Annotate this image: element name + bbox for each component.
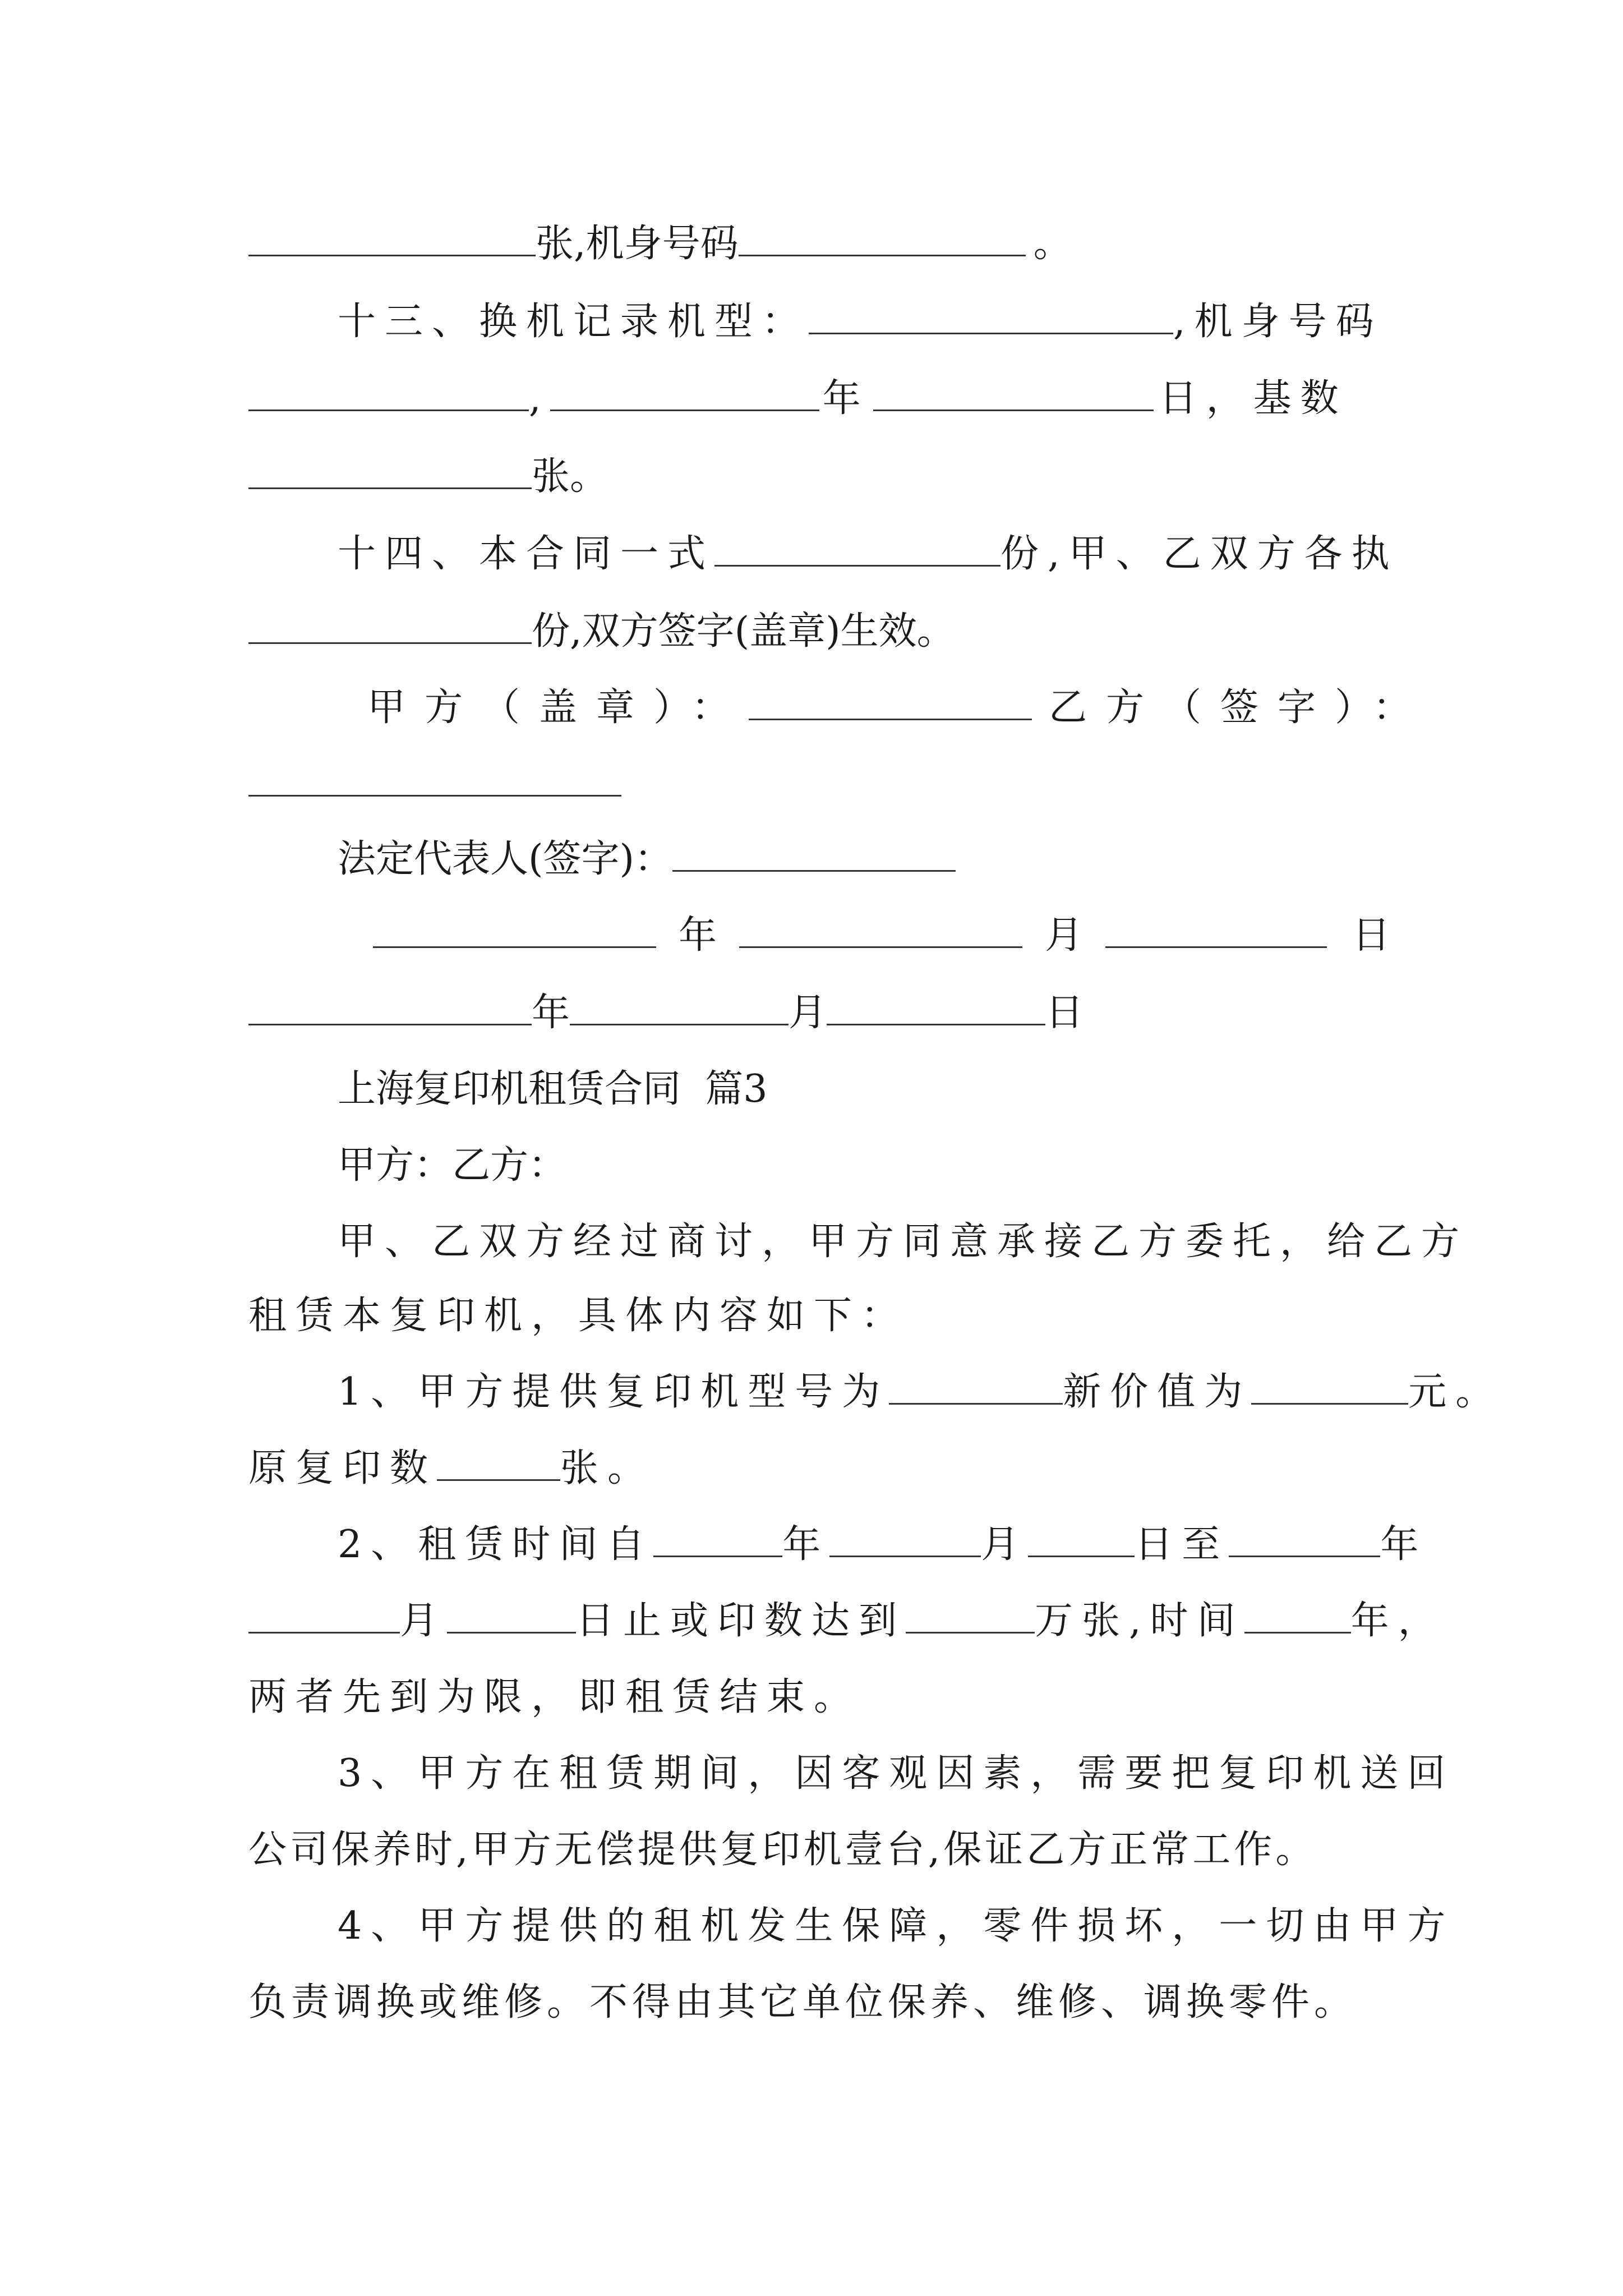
text: 万张,时间 [1035, 1599, 1244, 1643]
blank-field [570, 989, 789, 1025]
blank-field [906, 1597, 1035, 1634]
blank-field [739, 912, 1022, 948]
blank-field [1028, 1521, 1135, 1557]
date-line-b [248, 982, 1083, 1044]
text: 1、甲方提供复印机型号为 [338, 1370, 889, 1414]
text: 年 [679, 913, 717, 958]
text: 日至 [1135, 1522, 1229, 1567]
text: 日 [1045, 991, 1084, 1035]
blank-field [1229, 1521, 1380, 1557]
blank-field [447, 1597, 576, 1634]
item-3: 3、甲方在租赁期间，因客观因素，需要把复印机送回 [338, 1751, 1455, 1796]
blank-field [248, 1597, 400, 1634]
item-3-cont: 公司保养时,甲方无偿提供复印机壹台,保证乙方正常工作。 [248, 1828, 1317, 1872]
blank-field [672, 835, 956, 872]
blank-field [248, 453, 532, 489]
signature-parties [367, 677, 1430, 739]
text: 张,机身号码 [536, 222, 739, 266]
text: 年 [1380, 1522, 1428, 1567]
text: 年， [1350, 1599, 1445, 1643]
item-1 [338, 1361, 1502, 1423]
text: 张。 [532, 454, 608, 499]
item-2 [338, 1514, 1427, 1576]
text: 年 [532, 991, 570, 1035]
text: 新价值为 [1063, 1370, 1252, 1414]
text: 十三、换机记录机型： [338, 300, 809, 344]
text: 月 [400, 1599, 448, 1643]
text: 月 [789, 991, 827, 1035]
item-4: 4、甲方提供的租机发生保障，零件损坏，一切由甲方 [338, 1904, 1455, 1948]
text: ,机身号码 [1173, 300, 1383, 344]
clause-12-continuation [248, 213, 1072, 275]
item-4-cont: 负责调换或维修。不得由其它单位保养、维修、调换零件。 [248, 1980, 1357, 2024]
text: 十四、本合同一式 [338, 532, 715, 576]
signature-blank-b [248, 753, 621, 815]
date-line-a [373, 905, 1390, 967]
text: 月 [1045, 913, 1083, 958]
legal-representative [338, 829, 956, 890]
blank-field [373, 912, 656, 948]
text: 日 [1352, 913, 1391, 958]
blank-field [889, 1368, 1063, 1405]
blank-field [1244, 1597, 1351, 1634]
text: 年 [822, 376, 870, 421]
text: , [529, 376, 550, 421]
text: 张。 [560, 1446, 655, 1490]
blank-field [1251, 1368, 1408, 1405]
intro-paragraph: 甲、乙双方经过商讨，甲方同意承接乙方委托，给乙方 [338, 1220, 1469, 1264]
blank-field [829, 1521, 981, 1557]
clause-14 [338, 523, 1399, 585]
blank-field [248, 989, 532, 1025]
clause-13-end [248, 446, 608, 508]
section-title: 上海复印机租赁合同 篇3 [338, 1067, 768, 1111]
blank-field [550, 375, 819, 411]
blank-field [809, 298, 1173, 334]
item-2-end: 两者先到为限，即租赁结束。 [248, 1675, 861, 1719]
text: 日，基数 [1159, 376, 1348, 421]
parties-line: 甲方：乙方： [338, 1143, 567, 1188]
intro-paragraph-cont: 租赁本复印机，具体内容如下： [248, 1294, 909, 1338]
blank-field [248, 608, 532, 644]
text: 2、租赁时间自 [338, 1522, 654, 1567]
blank-field [827, 989, 1045, 1025]
text: 份,甲、乙双方各执 [1000, 532, 1399, 576]
blank-field [873, 375, 1154, 411]
blank-field [739, 220, 1026, 256]
item-1-cont [248, 1438, 654, 1499]
clause-13 [338, 291, 1383, 353]
text: 年 [782, 1522, 830, 1567]
party-a-seal: 甲方（盖章）： [367, 685, 749, 730]
party-b-sign: 乙方（签字）： [1049, 685, 1431, 730]
blank-field [714, 530, 1000, 567]
text: 月 [981, 1522, 1029, 1567]
blank-field [653, 1521, 782, 1557]
text: 。 [1033, 222, 1072, 266]
clause-14-cont [248, 601, 955, 662]
item-2-cont [248, 1590, 1445, 1652]
clause-13-cont [248, 368, 1348, 430]
text: 日止或印数达到 [576, 1599, 906, 1643]
blank-field [248, 375, 529, 411]
blank-field [749, 684, 1032, 720]
text: 法定代表人(签字)： [338, 837, 673, 881]
text: 元。 [1408, 1370, 1503, 1414]
text: 份,双方签字(盖章)生效。 [532, 609, 955, 654]
blank-field [248, 220, 536, 256]
blank-field [437, 1444, 560, 1481]
blank-field [1105, 912, 1327, 948]
blank-field [248, 760, 621, 797]
text: 原复印数 [248, 1446, 437, 1490]
